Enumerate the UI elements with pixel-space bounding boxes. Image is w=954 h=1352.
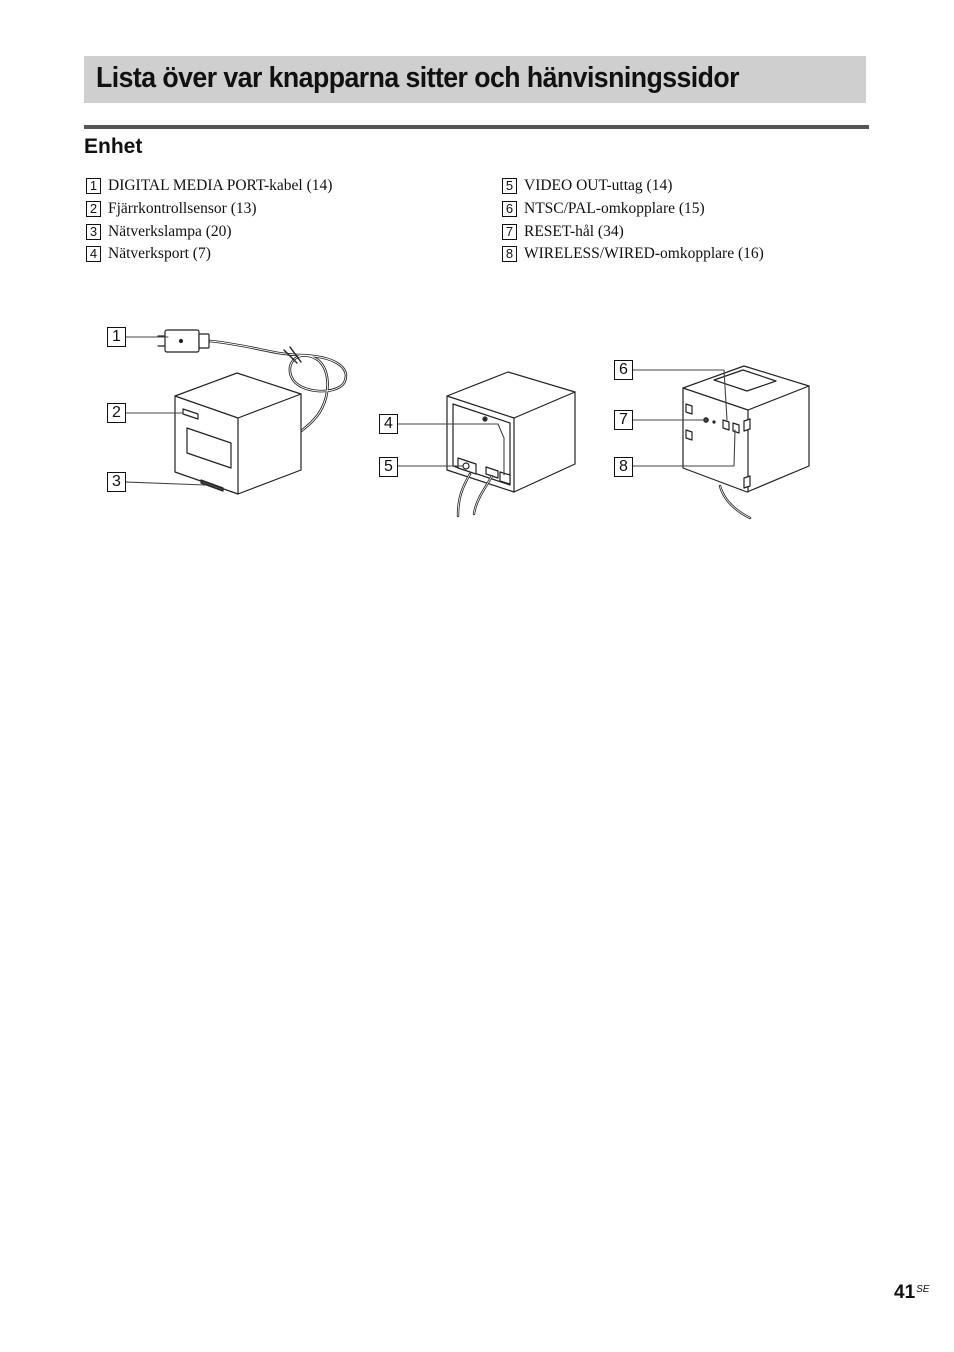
item-number: 8 [502, 246, 517, 262]
item-label: WIRELESS/WIRED-omkopplare (16) [524, 245, 764, 262]
callout-4: 4 [379, 414, 398, 434]
callout-3: 3 [107, 472, 126, 492]
page-number [894, 1282, 929, 1304]
item-number: 2 [86, 201, 101, 217]
callout-7: 7 [614, 410, 633, 430]
item-number: 4 [86, 246, 101, 262]
page-title: Lista över var knapparna sitter och hänvisningssidor [96, 62, 739, 94]
callout-8: 8 [614, 457, 633, 477]
item-number: 3 [86, 224, 101, 240]
unit-front-view [158, 330, 346, 494]
callout-2: 2 [107, 403, 126, 423]
item-label: Fjärrkontrollsensor (13) [108, 200, 257, 217]
item-label: NTSC/PAL-omkopplare (15) [524, 200, 705, 217]
section-title: Enhet [84, 135, 143, 158]
callout-6: 6 [614, 360, 633, 380]
page-number-value: 41 [894, 1282, 916, 1303]
callout-1: 1 [107, 327, 126, 347]
item-label: RESET-hål (34) [524, 223, 624, 240]
item-label: Nätverkslampa (20) [108, 223, 232, 240]
item-number: 5 [502, 178, 517, 194]
unit-rear-view [447, 372, 575, 516]
item-number: 1 [86, 178, 101, 194]
item-label: Nätverksport (7) [108, 245, 211, 262]
unit-side-view [683, 366, 809, 518]
item-number: 7 [502, 224, 517, 240]
item-label: VIDEO OUT-uttag (14) [524, 177, 673, 194]
item-number: 6 [502, 201, 517, 217]
unit-illustration [0, 0, 954, 560]
page-suffix: SE [916, 1284, 930, 1295]
item-label: DIGITAL MEDIA PORT-kabel (14) [108, 177, 333, 194]
callout-5: 5 [379, 457, 398, 477]
